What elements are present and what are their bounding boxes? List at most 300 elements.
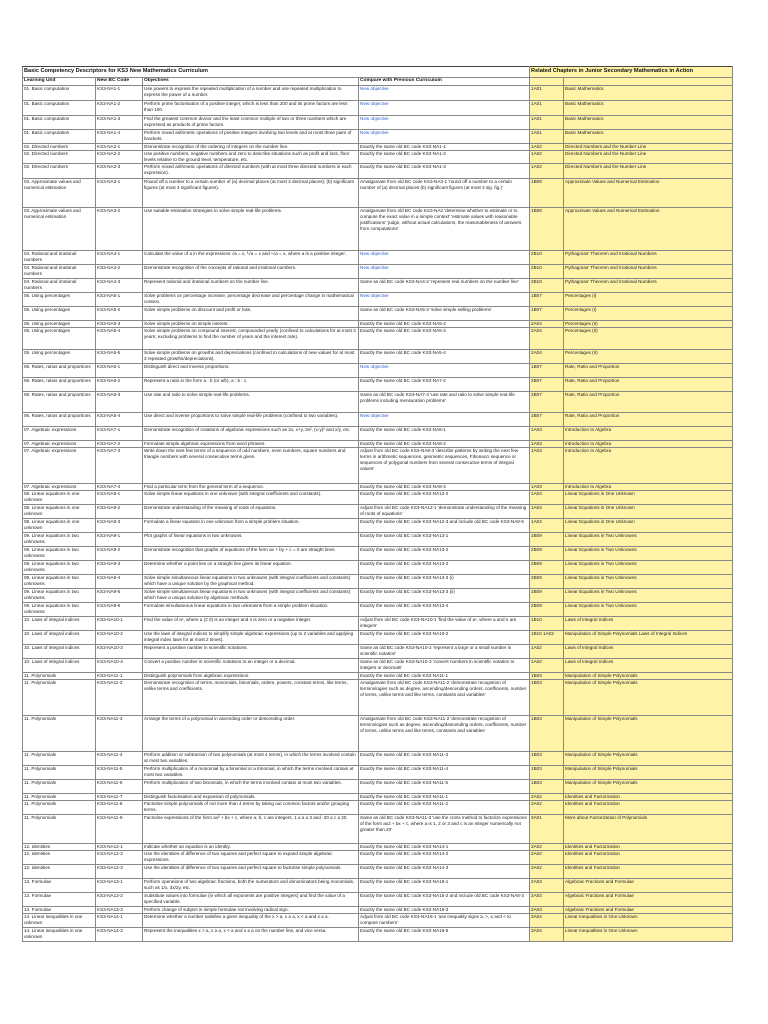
chapter-code-cell: 2A03 <box>530 878 564 892</box>
chapter-code-cell: 1A04 <box>530 504 564 518</box>
chapter-title-cell: Pythagoras' Theorem and Irrational Numbers <box>564 265 733 279</box>
chapter-code-cell: 1B03 <box>530 679 564 715</box>
learning-unit-cell: 11. Polynomials <box>23 679 96 715</box>
compare-cell: Exactly the same old BC code KS3-NA11-2 <box>359 800 530 814</box>
compare-cell: Exactly the same old BC code KS3-NA1-3 <box>359 164 530 179</box>
learning-unit-cell: 02. Directed numbers <box>23 151 96 164</box>
compare-cell: Amalgamate from old BC code KS3-NA3-1 'round off a number to a certain number of (a) decimal places (b) significant figures (at most 3 sig. fig.)' <box>359 179 530 208</box>
learning-unit-cell: 11. Polynomials <box>23 793 96 800</box>
objective-cell: Use positive numbers, negative numbers and zero to describe situations such as profit and loss, floor levels relative to the ground level, temperature, etc. <box>143 151 359 164</box>
learning-unit-cell: 05. Using percentages <box>23 307 96 321</box>
learning-unit-cell: 04. Rational and irrational numbers <box>23 251 96 265</box>
bc-code-cell: KS3-NA12-1 <box>96 843 143 850</box>
bc-code-cell: KS3-NA11-2 <box>96 679 143 715</box>
compare-cell: Adjust from old BC code KS3-NA12-1 'demonstrate understanding of the meaning of roots of equations' <box>359 504 530 518</box>
chapter-code-cell: 2B10 <box>530 251 564 265</box>
bc-code-cell: KS3-NA14-1 <box>96 913 143 927</box>
learning-unit-cell: 11. Polynomials <box>23 779 96 793</box>
chapter-code-cell: 1B03 <box>530 779 564 793</box>
compare-cell: Amalgamate from old BC code KS3-NA11-2 'demonstrate recognition of terminologies such as degree, ascending/descending orders, coefficients, number of terms, unlike terms and like terms, constants and variables' <box>359 679 530 715</box>
objective-cell: Demonstrate recognition of terms, monomials, binomials, orders, powers, constant terms, like terms, unlike terms and coefficients. <box>143 679 359 715</box>
bc-code-cell: KS3-NA5-3 <box>96 321 143 328</box>
compare-cell: Adjust from old BC code KS3-NA10-1 'find the value of aⁿ, where a and n are integers' <box>359 616 530 630</box>
header-row <box>23 78 733 86</box>
bc-code-cell: KS3-NA8-2 <box>96 504 143 518</box>
objective-cell: Determine whether a point lies on a straight line given its linear equation. <box>143 560 359 574</box>
chapter-code-cell: 2A04 <box>530 350 564 364</box>
bc-code-cell: KS3-NA6-1 <box>96 364 143 378</box>
chapter-code-cell: 2A03 <box>530 892 564 906</box>
table-row <box>23 588 733 602</box>
objective-cell: Solve simple problems on growths and depreciations (confined to calculations of new values for at most 3 repeated growths/depreciations). <box>143 350 359 364</box>
bc-code-cell: KS3-NA4-1 <box>96 251 143 265</box>
learning-unit-cell: 05. Using percentages <box>23 328 96 350</box>
bc-code-cell: KS3-NA10-4 <box>96 658 143 672</box>
chapter-code-cell: 2B09 <box>530 602 564 616</box>
table-row <box>23 518 733 532</box>
chapter-code-cell: 2B07 <box>530 392 564 413</box>
header-compare: Compare with Previous Curriculum <box>359 78 530 86</box>
objective-cell: Convert a positive number in scientific notations to an integer or a decimal. <box>143 658 359 672</box>
chapter-code-cell: 2B09 <box>530 588 564 602</box>
objective-cell: Represent a ratio in the form a : b (or a/b), a : b : c. <box>143 378 359 392</box>
compare-cell: Exactly the same old BC code KS3-NA11-5 <box>359 779 530 793</box>
chapter-code-cell: 1A04 <box>530 518 564 532</box>
objective-cell: Demonstrate recognition that graphs of equations of the form ax + by + c = 0 are straight lines. <box>143 546 359 560</box>
compare-cell: Same as old BC code KS3-NA11-3 'use the cross method to factorize expressions of the form ax2 + bx + c, where a is 1, 2 or 3 and c is an integer numerically not greater than 20' <box>359 814 530 843</box>
bc-code-cell: KS3-NA13-2 <box>96 892 143 906</box>
header-learning-unit: Learning Unit <box>23 78 96 86</box>
table-row <box>23 413 733 427</box>
chapter-code-cell: 1B03 <box>530 751 564 765</box>
table-row <box>23 672 733 679</box>
compare-cell: Exactly the same old BC code KS3-NA12-2 <box>359 490 530 504</box>
header-chapter-code <box>530 78 564 86</box>
learning-unit-cell: 11. Polynomials <box>23 751 96 765</box>
chapter-code-cell: 1A01 <box>530 116 564 130</box>
learning-unit-cell: 09. Linear equations in two unknowns <box>23 546 96 560</box>
bc-code-cell: KS3-NA11-6 <box>96 779 143 793</box>
objective-cell: Solve simple linear equations in one unknown (with integral coefficients and constants). <box>143 490 359 504</box>
table-row <box>23 927 733 941</box>
bc-code-cell: KS3-NA6-3 <box>96 392 143 413</box>
objective-cell: Formulate a linear equation in one unknown from a simple problem situation. <box>143 518 359 532</box>
compare-cell: New objective <box>359 86 530 101</box>
objective-cell: Formulate simultaneous linear equations in two unknowns from a simple problem situation. <box>143 602 359 616</box>
competency-table-sheet <box>22 66 732 942</box>
table-row <box>23 906 733 913</box>
learning-unit-cell: 14. Linear inequalities in one unknown <box>23 913 96 927</box>
title-row <box>23 67 733 78</box>
chapter-title-cell: Linear Equations in Two Unknowns <box>564 588 733 602</box>
objective-cell: Represent the inequalities x > a, x ≥ a, x < a and x ≤ a on the number line, and vice versa. <box>143 927 359 941</box>
table-row <box>23 630 733 644</box>
objective-cell: Distinguish polynomials from algebraic expressions. <box>143 672 359 679</box>
bc-code-cell: KS3-NA2-1 <box>96 144 143 151</box>
bc-code-cell: KS3-NA1-4 <box>96 130 143 144</box>
learning-unit-cell: 09. Linear equations in two unknowns <box>23 588 96 602</box>
objective-cell: Use suitable estimation strategies to solve simple real-life problems. <box>143 208 359 251</box>
chapter-code-cell: 2B09 <box>530 532 564 546</box>
chapter-title-cell: Identities and Factorization <box>564 800 733 814</box>
objective-cell: Distinguish direct and inverse proportions. <box>143 364 359 378</box>
table-row <box>23 843 733 850</box>
compare-cell: Exactly the same old BC code KS3-NA11-1 <box>359 672 530 679</box>
chapter-title-cell: Algebraic Fractions and Formulae <box>564 878 733 892</box>
chapter-title-cell: Percentages (II) <box>564 328 733 350</box>
table-row <box>23 574 733 588</box>
compare-cell: Exactly the same old BC code KS3-NA13-2 <box>359 560 530 574</box>
chapter-code-cell: 3A01 <box>530 814 564 843</box>
chapter-title-cell: Identities and Factorization <box>564 793 733 800</box>
chapter-code-cell: 1A03 <box>530 483 564 490</box>
chapter-title-cell: Percentages (II) <box>564 321 733 328</box>
table-row <box>23 546 733 560</box>
learning-unit-cell: 01. Basic computation <box>23 101 96 116</box>
objective-cell: Use the laws of integral indices to simplify simple algebraic expressions (up to 2 variables and applying integral index laws for at most 2 times). <box>143 630 359 644</box>
objective-cell: Represent rational and irrational numbers on the number line. <box>143 279 359 293</box>
objective-cell: Perform addition or subtraction of two polynomials (at most 4 terms), in which the terms involved contain at most two variables. <box>143 751 359 765</box>
learning-unit-cell: 02. Directed numbers <box>23 164 96 179</box>
table-row <box>23 644 733 658</box>
table-row <box>23 913 733 927</box>
chapter-title-cell: Percentages (II) <box>564 350 733 364</box>
chapter-title-cell: Manipulation of Simple Polynomials <box>564 672 733 679</box>
compare-cell: Exactly the same old BC code KS3-NA15-2 and include old BC code KS3-NA8-3 <box>359 892 530 906</box>
chapter-code-cell: 1A01 <box>530 101 564 116</box>
compare-cell: New objective <box>359 130 530 144</box>
table-row <box>23 164 733 179</box>
chapter-title-cell: Rate, Ratio and Proportion <box>564 364 733 378</box>
bc-code-cell: KS3-NA13-3 <box>96 906 143 913</box>
header-chapter-title <box>564 78 733 86</box>
bc-code-cell: KS3-NA4-3 <box>96 279 143 293</box>
bc-code-cell: KS3-NA5-2 <box>96 307 143 321</box>
chapter-code-cell: 2A04 <box>530 328 564 350</box>
chapter-code-cell: 1B07 <box>530 293 564 307</box>
learning-unit-cell: 06. Rates, ratios and proportions <box>23 392 96 413</box>
compare-cell: Exactly the same old BC code KS3-NA12-3 and include old BC code KS3-NA8-5 <box>359 518 530 532</box>
objective-cell: Determine whether a number satisfies a given inequality of the x > a, x ≥ a, x < a and x ≤ a. <box>143 913 359 927</box>
chapter-code-cell: 2A02 <box>530 793 564 800</box>
chapter-code-cell: 2A02 <box>530 850 564 864</box>
learning-unit-cell: 11. Polynomials <box>23 765 96 779</box>
objective-cell: Demonstrate understanding of the meaning of roots of equations. <box>143 504 359 518</box>
objective-cell: Use direct and inverse proportions to solve simple real-life problems (confined to two variables). <box>143 413 359 427</box>
bc-code-cell: KS3-NA5-4 <box>96 328 143 350</box>
learning-unit-cell: 09. Linear equations in two unknowns <box>23 532 96 546</box>
chapter-title-cell: Manipulation of Simple Polynomials <box>564 779 733 793</box>
chapter-code-cell: 1B10 1A02 <box>530 630 564 644</box>
chapter-code-cell: 2B07 <box>530 413 564 427</box>
chapter-code-cell: 3A04 <box>530 913 564 927</box>
chapter-code-cell: 1A02 <box>530 658 564 672</box>
compare-cell: Exactly the same old BC code KS3-NA7-2 <box>359 378 530 392</box>
bc-code-cell: KS3-NA11-3 <box>96 715 143 751</box>
table-row <box>23 447 733 483</box>
learning-unit-cell: 11. Polynomials <box>23 715 96 751</box>
learning-unit-cell: 01. Basic computation <box>23 116 96 130</box>
objective-cell: Perform mixed arithmetic operations of positive integers involving two levels and at most three pairs of brackets. <box>143 130 359 144</box>
objective-cell: Use rate and ratio to solve simple real-life problems. <box>143 392 359 413</box>
learning-unit-cell: 01. Basic computation <box>23 130 96 144</box>
bc-code-cell: KS3-NA8-1 <box>96 490 143 504</box>
chapter-code-cell: 2B10 <box>530 279 564 293</box>
bc-code-cell: KS3-NA5-5 <box>96 350 143 364</box>
learning-unit-cell: 13. Formulae <box>23 892 96 906</box>
table-row <box>23 441 733 448</box>
compare-cell: Same as old BC code KS3-NA7-4 'use rate and ratio to solve simple real-life problems including mensuration problems' <box>359 392 530 413</box>
learning-unit-cell: 06. Rates, ratios and proportions <box>23 378 96 392</box>
compare-cell: Exactly the same old BC code KS3-NA5-3 <box>359 328 530 350</box>
table-row <box>23 151 733 164</box>
bc-code-cell: KS3-NA11-5 <box>96 765 143 779</box>
table-row <box>23 279 733 293</box>
compare-cell: Exactly the same old BC code KS3-NA14-1 <box>359 843 530 850</box>
objective-cell: Perform operations of two algebraic fractions, both the numerators and denominators being monomials, such as 1/x, 3x/2y, etc. <box>143 878 359 892</box>
chapter-title-cell: Laws of Integral Indices <box>564 658 733 672</box>
objective-cell: Round off a number to a certain number of (a) decimal places (at most 3 decimal places); (b) significant figures (at most 3 significant figures). <box>143 179 359 208</box>
objective-cell: Solve simple problems on compound interest, compounded yearly (confined to calculations for at most 3 years; excluding problems to find the number of years and the interest rate). <box>143 328 359 350</box>
table-row <box>23 378 733 392</box>
learning-unit-cell: 05. Using percentages <box>23 321 96 328</box>
chapter-title-cell: Pythagoras' Theorem and Irrational Numbers <box>564 279 733 293</box>
chapter-code-cell: 1B03 <box>530 765 564 779</box>
chapter-title-cell: Laws of Integral Indices <box>564 616 733 630</box>
bc-code-cell: KS3-NA9-4 <box>96 574 143 588</box>
compare-cell: Amalgamate from old BC code KS3-NA2 'determine whether to estimate or to compute the exact value in a simple context' 'estimate values with reasonable justifications' 'judge, without actual calculations, the reasonableness of answers from computations' <box>359 208 530 251</box>
chapter-code-cell: 1B08 <box>530 208 564 251</box>
compare-cell: Exactly the same old BC code KS3-NA16-5 <box>359 927 530 941</box>
table-row <box>23 130 733 144</box>
compare-cell: Exactly the same old BC code KS3-NA10-2 <box>359 630 530 644</box>
table-row <box>23 101 733 116</box>
learning-unit-cell: 11. Polynomials <box>23 800 96 814</box>
table-row <box>23 715 733 751</box>
chapter-code-cell: 1B10 <box>530 616 564 630</box>
table-row <box>23 864 733 878</box>
chapter-title-cell: Rate, Ratio and Proportion <box>564 392 733 413</box>
chapter-code-cell: 1B03 <box>530 715 564 751</box>
learning-unit-cell: 13. Formulae <box>23 906 96 913</box>
table-row <box>23 265 733 279</box>
chapter-title-cell: Basic Mathematics <box>564 130 733 144</box>
compare-cell: Amalgamate from old BC code KS3-NA11-2 'demonstrate recognition of terminologies such as degree, ascending/descending orders, coefficients, number of terms, unlike terms and like terms, constants and variables' <box>359 715 530 751</box>
table-row <box>23 679 733 715</box>
chapter-code-cell: 1A01 <box>530 86 564 101</box>
chapter-title-cell: Approximate Values and Numerical Estimation <box>564 208 733 251</box>
objective-cell: Factorise expressions of the form ax² + bx + c, where a, b, c are integers, 1 ≤ a ≤ 3 and -20 ≤ c ≤ 20. <box>143 814 359 843</box>
table-row <box>23 490 733 504</box>
table-row <box>23 208 733 251</box>
bc-code-cell: KS3-NA8-3 <box>96 518 143 532</box>
chapter-code-cell: 2B09 <box>530 574 564 588</box>
bc-code-cell: KS3-NA7-2 <box>96 441 143 448</box>
table-row <box>23 179 733 208</box>
bc-code-cell: KS3-NA3-2 <box>96 208 143 251</box>
chapter-code-cell: 2A04 <box>530 321 564 328</box>
chapter-code-cell: 1A03 <box>530 441 564 448</box>
objective-cell: Perform prime factorisation of a positive integer, which is less than 200 and its prime factors are less than 100. <box>143 101 359 116</box>
compare-cell: Exactly the same old BC code KS3-NA11-1 <box>359 793 530 800</box>
compare-cell: Exactly the same old BC code KS3-NA11-3 <box>359 751 530 765</box>
bc-code-cell: KS3-NA3-1 <box>96 179 143 208</box>
bc-code-cell: KS3-NA7-3 <box>96 447 143 483</box>
compare-cell: New objective <box>359 293 530 307</box>
header-new-bc-code: New BC Code <box>96 78 143 86</box>
bc-code-cell: KS3-NA7-4 <box>96 483 143 490</box>
learning-unit-cell: 07. Algebraic expressions <box>23 447 96 483</box>
learning-unit-cell: 12. Identities <box>23 843 96 850</box>
table-row <box>23 878 733 892</box>
chapter-title-cell: Manipulation of Simple Polynomials Laws of Integral Indices <box>564 630 733 644</box>
compare-cell: Same as old BC code KS3-NA10-3 'convert numbers in scientific notation to integers or decimals' <box>359 658 530 672</box>
compare-cell: Same as old BC code KS3-NA10-2 'represent a large or a small number in scientific notation' <box>359 644 530 658</box>
bc-code-cell: KS3-NA1-3 <box>96 116 143 130</box>
chapter-title-cell: Linear Inequalities in One Unknown <box>564 913 733 927</box>
chapter-code-cell: 1B07 <box>530 307 564 321</box>
bc-code-cell: KS3-NA6-4 <box>96 413 143 427</box>
table-row <box>23 814 733 843</box>
bc-code-cell: KS3-NA7-1 <box>96 427 143 441</box>
chapter-title-cell: Linear Equations in One Unknown <box>564 490 733 504</box>
bc-code-cell: KS3-NA2-2 <box>96 151 143 164</box>
compare-cell: New objective <box>359 116 530 130</box>
chapter-title-cell: More about Factorization of Polynomials <box>564 814 733 843</box>
chapter-title-cell: Linear Equations in Two Unknowns <box>564 574 733 588</box>
compare-cell: Adjust from old BC code KS3-NA8-3 'describe patterns by writing the next few terms in arithmetic sequences, geometric sequences, Fibonacci sequence or sequences of polygonal numbers from several consecutive terms of integral values' <box>359 447 530 483</box>
objective-cell: Use the identities of difference of two squares and perfect square to factorise simple polynomials. <box>143 864 359 878</box>
learning-unit-cell: 01. Basic computation <box>23 86 96 101</box>
compare-cell: Exactly the same old BC code KS3-NA1-1 <box>359 144 530 151</box>
table-row <box>23 892 733 906</box>
bc-code-cell: KS3-NA11-9 <box>96 814 143 843</box>
objective-cell: Use powers to express the repeated multiplication of a number and use repeated multiplication to express the power of a number. <box>143 86 359 101</box>
table-row <box>23 751 733 765</box>
learning-unit-cell: 08. Linear equations in one unknown <box>23 490 96 504</box>
compare-cell: Exactly the same old BC code KS3-NA13-3 (ii) <box>359 588 530 602</box>
table-title: Basic Competency Descriptors for KS3 New Mathematics Curriculum <box>23 67 530 78</box>
bc-code-cell: KS3-NA6-2 <box>96 378 143 392</box>
table-row <box>23 504 733 518</box>
chapter-title-cell: Linear Equations in Two Unknowns <box>564 546 733 560</box>
compare-cell: New objective <box>359 413 530 427</box>
chapter-title-cell: Introduction to Algebra <box>564 441 733 448</box>
objective-cell: Perform multiplication of two binomials, in which the terms involved contain at most two variables. <box>143 779 359 793</box>
chapter-title-cell: Approximate Values and Numerical Estimation <box>564 179 733 208</box>
learning-unit-cell: 05. Using percentages <box>23 293 96 307</box>
chapter-title-cell: Directed Numbers and the Number Line <box>564 144 733 151</box>
chapter-title-cell: Rate, Ratio and Proportion <box>564 413 733 427</box>
chapter-title-cell: Basic Mathematics <box>564 86 733 101</box>
chapter-title-cell: Percentages (I) <box>564 293 733 307</box>
bc-code-cell: KS3-NA1-1 <box>96 86 143 101</box>
compare-cell: New objective <box>359 251 530 265</box>
compare-cell: Exactly the same old BC code KS3-NA11-4 <box>359 765 530 779</box>
table-row <box>23 658 733 672</box>
chapter-title-cell: Introduction to Algebra <box>564 427 733 441</box>
objective-cell: Calculate the value of a in the expressions √a = x, ³√a = x and ⁿ√a = x, where a is a positive integer. <box>143 251 359 265</box>
objective-cell: Perform mixed arithmetic operations of directed numbers (with at most three directed numbers in each expression). <box>143 164 359 179</box>
compare-cell: Exactly the same old BC code KS3-NA8-1 <box>359 427 530 441</box>
learning-unit-cell: 04. Rational and irrational numbers <box>23 279 96 293</box>
chapter-code-cell: 2A03 <box>530 906 564 913</box>
objective-cell: Formulate simple algebraic expressions from word phrases. <box>143 441 359 448</box>
bc-code-cell: KS3-NA5-1 <box>96 293 143 307</box>
table-row <box>23 307 733 321</box>
objective-cell: Arrange the terms of a polynomial in ascending order or descending order. <box>143 715 359 751</box>
learning-unit-cell: 08. Linear equations in one unknown <box>23 504 96 518</box>
chapter-title-cell: Linear Equations in One Unknown <box>564 504 733 518</box>
objective-cell: Solve simple problems on simple interest. <box>143 321 359 328</box>
learning-unit-cell: 02. Directed numbers <box>23 144 96 151</box>
table-row <box>23 328 733 350</box>
objective-cell: Find a particular term from the general term of a sequence. <box>143 483 359 490</box>
table-body <box>23 67 733 942</box>
bc-code-cell: KS3-NA9-2 <box>96 546 143 560</box>
table-row <box>23 350 733 364</box>
bc-code-cell: KS3-NA11-4 <box>96 751 143 765</box>
compare-cell: New objective <box>359 101 530 116</box>
learning-unit-cell: 10. Laws of integral indices <box>23 630 96 644</box>
learning-unit-cell: 11. Polynomials <box>23 814 96 843</box>
learning-unit-cell: 04. Rational and irrational numbers <box>23 265 96 279</box>
objective-cell: Perform change of subject in simple formulae not involving radical sign. <box>143 906 359 913</box>
compare-cell: Exactly the same old BC code KS3-NA15-3 <box>359 906 530 913</box>
chapter-code-cell: 1A02 <box>530 144 564 151</box>
learning-unit-cell: 12. Identities <box>23 850 96 864</box>
compare-cell: Adjust from old BC code KS3-NA16-1 'use inequality signs ≥, >, ≤ and < to compare numbers' <box>359 913 530 927</box>
bc-code-cell: KS3-NA13-1 <box>96 878 143 892</box>
learning-unit-cell: 06. Rates, ratios and proportions <box>23 364 96 378</box>
chapter-code-cell: 1A02 <box>530 151 564 164</box>
chapter-title-cell: Basic Mathematics <box>564 101 733 116</box>
compare-cell: Exactly the same old BC code KS3-NA13-1 <box>359 532 530 546</box>
table-row <box>23 602 733 616</box>
chapter-title-cell: Linear Equations in Two Unknowns <box>564 560 733 574</box>
objective-cell: Perform multiplication of a monomial by a binomial or a trinomial, in which the terms involved contain at most two variables. <box>143 765 359 779</box>
chapter-title-cell: Introduction to Algebra <box>564 447 733 483</box>
chapter-title-cell: Identities and Factorization <box>564 843 733 850</box>
table-row <box>23 427 733 441</box>
chapter-title-cell: Identities and Factorization <box>564 850 733 864</box>
chapter-code-cell: 2B07 <box>530 378 564 392</box>
learning-unit-cell: 12. Identities <box>23 864 96 878</box>
bc-code-cell: KS3-NA4-2 <box>96 265 143 279</box>
objective-cell: Plot graphs of linear equations in two unknowns. <box>143 532 359 546</box>
objective-cell: Distinguish factorisation and expansion of polynomials. <box>143 793 359 800</box>
table-row <box>23 793 733 800</box>
bc-code-cell: KS3-NA11-8 <box>96 800 143 814</box>
chapter-title-cell: Pythagoras' Theorem and Irrational Numbers <box>564 251 733 265</box>
chapter-title-cell: Algebraic Fractions and Formulae <box>564 892 733 906</box>
bc-code-cell: KS3-NA2-3 <box>96 164 143 179</box>
bc-code-cell: KS3-NA10-2 <box>96 630 143 644</box>
table-row <box>23 392 733 413</box>
table-row <box>23 251 733 265</box>
learning-unit-cell: 03. Approximate values and numerical estimation <box>23 208 96 251</box>
bc-code-cell: KS3-NA9-1 <box>96 532 143 546</box>
compare-cell: Exactly the same old BC code KS3-NA14-3 <box>359 864 530 878</box>
compare-cell: New objective <box>359 265 530 279</box>
bc-code-cell: KS3-NA9-6 <box>96 602 143 616</box>
bc-code-cell: KS3-NA11-7 <box>96 793 143 800</box>
table-row <box>23 800 733 814</box>
bc-code-cell: KS3-NA12-3 <box>96 864 143 878</box>
chapter-title-cell: Manipulation of Simple Polynomials <box>564 679 733 715</box>
compare-cell: Exactly the same old BC code KS3-NA5-4 <box>359 350 530 364</box>
compare-cell: Exactly the same old BC code KS3-NA13-2 <box>359 546 530 560</box>
